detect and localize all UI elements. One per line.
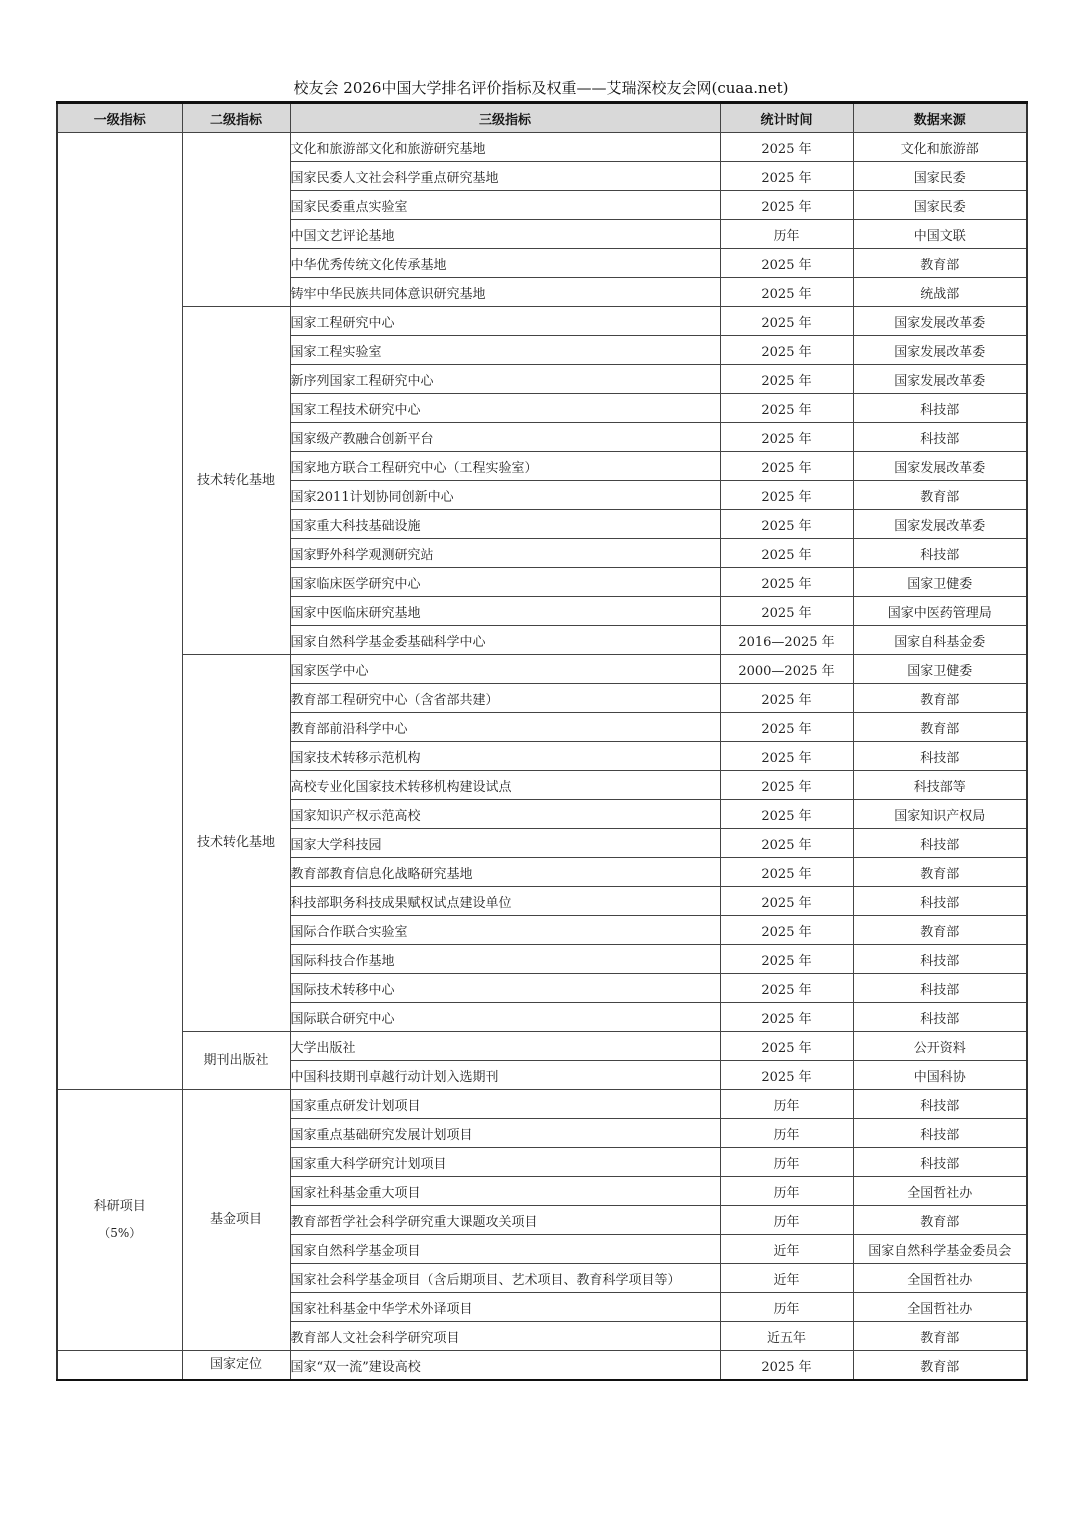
indicator-table — [56, 101, 1028, 1381]
period-cell: 2025 年 — [720, 800, 853, 829]
period-cell: 2025 年 — [720, 1351, 853, 1381]
level3-cell: 国际联合研究中心 — [290, 1003, 720, 1032]
period-cell: 2025 年 — [720, 539, 853, 568]
level3-cell: 国家野外科学观测研究站 — [290, 539, 720, 568]
period-cell: 2025 年 — [720, 974, 853, 1003]
level3-cell: 国家“双一流”建设高校 — [290, 1351, 720, 1381]
level2-cell: 期刊出版社 — [182, 1032, 290, 1090]
source-cell: 国家发展改革委 — [853, 307, 1027, 336]
header-level3: 三级指标 — [290, 103, 720, 133]
level3-cell: 中华优秀传统文化传承基地 — [290, 249, 720, 278]
header-level1: 一级指标 — [57, 103, 182, 133]
period-cell: 历年 — [720, 1148, 853, 1177]
level3-cell: 教育部哲学社会科学研究重大课题攻关项目 — [290, 1206, 720, 1235]
source-cell: 科技部 — [853, 1148, 1027, 1177]
level3-cell: 大学出版社 — [290, 1032, 720, 1061]
source-cell: 科技部 — [853, 1119, 1027, 1148]
source-cell: 国家发展改革委 — [853, 452, 1027, 481]
level3-cell: 国家重大科学研究计划项目 — [290, 1148, 720, 1177]
table-row — [57, 1032, 1027, 1061]
period-cell: 2025 年 — [720, 858, 853, 887]
source-cell: 全国哲社办 — [853, 1264, 1027, 1293]
source-cell: 全国哲社办 — [853, 1177, 1027, 1206]
source-cell: 教育部 — [853, 713, 1027, 742]
period-cell: 2025 年 — [720, 278, 853, 307]
period-cell: 2025 年 — [720, 684, 853, 713]
period-cell: 2025 年 — [720, 133, 853, 162]
period-cell: 近年 — [720, 1235, 853, 1264]
source-cell: 科技部 — [853, 887, 1027, 916]
period-cell: 2025 年 — [720, 916, 853, 945]
period-cell: 近年 — [720, 1264, 853, 1293]
table-header-row — [57, 103, 1027, 133]
source-cell: 国家知识产权局 — [853, 800, 1027, 829]
level3-cell: 教育部人文社会科学研究项目 — [290, 1322, 720, 1351]
source-cell: 国家发展改革委 — [853, 365, 1027, 394]
level3-cell: 国家民委人文社会科学重点研究基地 — [290, 162, 720, 191]
period-cell: 历年 — [720, 1177, 853, 1206]
source-cell: 科技部 — [853, 394, 1027, 423]
source-cell: 公开资料 — [853, 1032, 1027, 1061]
header-period: 统计时间 — [720, 103, 853, 133]
period-cell: 历年 — [720, 1206, 853, 1235]
level2-cell: 国家定位 — [182, 1351, 290, 1381]
source-cell: 教育部 — [853, 684, 1027, 713]
period-cell: 2025 年 — [720, 1061, 853, 1090]
period-cell: 2025 年 — [720, 336, 853, 365]
period-cell: 2025 年 — [720, 510, 853, 539]
period-cell: 2025 年 — [720, 481, 853, 510]
level2-cell: 技术转化基地 — [182, 655, 290, 1032]
level3-cell: 国家自然科学基金项目 — [290, 1235, 720, 1264]
period-cell: 2025 年 — [720, 829, 853, 858]
level3-cell: 国家重大科技基础设施 — [290, 510, 720, 539]
level3-cell: 教育部前沿科学中心 — [290, 713, 720, 742]
period-cell: 2025 年 — [720, 191, 853, 220]
source-cell: 全国哲社办 — [853, 1293, 1027, 1322]
level3-cell: 国家临床医学研究中心 — [290, 568, 720, 597]
level3-cell: 中国文艺评论基地 — [290, 220, 720, 249]
level3-cell: 国际技术转移中心 — [290, 974, 720, 1003]
source-cell: 科技部 — [853, 945, 1027, 974]
level3-cell: 文化和旅游部文化和旅游研究基地 — [290, 133, 720, 162]
source-cell: 科技部 — [853, 539, 1027, 568]
level1-cell — [57, 133, 182, 1090]
table-row — [57, 1090, 1027, 1119]
level3-cell: 国家民委重点实验室 — [290, 191, 720, 220]
period-cell: 2025 年 — [720, 771, 853, 800]
source-cell: 中国文联 — [853, 220, 1027, 249]
source-cell: 教育部 — [853, 1322, 1027, 1351]
source-cell: 国家自然科学基金委员会 — [853, 1235, 1027, 1264]
level3-cell: 国家医学中心 — [290, 655, 720, 684]
table-row — [57, 655, 1027, 684]
document-title: 校友会 2026中国大学排名评价指标及权重——艾瑞深校友会网(cuaa.net) — [293, 79, 789, 97]
period-cell: 2025 年 — [720, 713, 853, 742]
level2-cell: 基金项目 — [182, 1090, 290, 1351]
level3-cell: 国际科技合作基地 — [290, 945, 720, 974]
source-cell: 科技部 — [853, 1090, 1027, 1119]
level1-label: 科研项目 — [93, 1199, 146, 1214]
header-level2: 二级指标 — [182, 103, 290, 133]
level3-cell: 高校专业化国家技术转移机构建设试点 — [290, 771, 720, 800]
source-cell: 国家卫健委 — [853, 655, 1027, 684]
period-cell: 2025 年 — [720, 249, 853, 278]
table-row — [57, 133, 1027, 162]
source-cell: 国家自科基金委 — [853, 626, 1027, 655]
period-cell: 历年 — [720, 1090, 853, 1119]
level1-weight: （5%） — [98, 1226, 142, 1240]
level2-cell: 技术转化基地 — [182, 307, 290, 655]
level3-cell: 教育部教育信息化战略研究基地 — [290, 858, 720, 887]
level3-cell: 国家地方联合工程研究中心（工程实验室） — [290, 452, 720, 481]
level1-cell — [57, 1090, 182, 1351]
period-cell: 2025 年 — [720, 945, 853, 974]
level3-cell: 国家大学科技园 — [290, 829, 720, 858]
source-cell: 教育部 — [853, 1351, 1027, 1381]
period-cell: 2025 年 — [720, 1003, 853, 1032]
level3-cell: 中国科技期刊卓越行动计划入选期刊 — [290, 1061, 720, 1090]
level3-cell: 教育部工程研究中心（含省部共建） — [290, 684, 720, 713]
source-cell: 科技部 — [853, 974, 1027, 1003]
source-cell: 国家民委 — [853, 162, 1027, 191]
period-cell: 历年 — [720, 1293, 853, 1322]
period-cell: 2025 年 — [720, 597, 853, 626]
period-cell: 2025 年 — [720, 365, 853, 394]
period-cell: 2000—2025 年 — [720, 655, 853, 684]
level3-cell: 国家知识产权示范高校 — [290, 800, 720, 829]
source-cell: 科技部 — [853, 1003, 1027, 1032]
level3-cell: 国家社会科学基金项目（含后期项目、艺术项目、教育科学项目等） — [290, 1264, 720, 1293]
level3-cell: 国家重点研发计划项目 — [290, 1090, 720, 1119]
level3-cell: 国家工程实验室 — [290, 336, 720, 365]
period-cell: 2025 年 — [720, 452, 853, 481]
level3-cell: 国家工程技术研究中心 — [290, 394, 720, 423]
period-cell: 2025 年 — [720, 742, 853, 771]
source-cell: 国家卫健委 — [853, 568, 1027, 597]
source-cell: 教育部 — [853, 249, 1027, 278]
source-cell: 中国科协 — [853, 1061, 1027, 1090]
period-cell: 2025 年 — [720, 423, 853, 452]
level3-cell: 国家重点基础研究发展计划项目 — [290, 1119, 720, 1148]
level3-cell: 国家技术转移示范机构 — [290, 742, 720, 771]
source-cell: 文化和旅游部 — [853, 133, 1027, 162]
source-cell: 科技部 — [853, 742, 1027, 771]
period-cell: 2025 年 — [720, 162, 853, 191]
table-row — [57, 1351, 1027, 1381]
level3-cell: 国际合作联合实验室 — [290, 916, 720, 945]
period-cell: 历年 — [720, 1119, 853, 1148]
level3-cell: 国家社科基金中华学术外译项目 — [290, 1293, 720, 1322]
source-cell: 科技部 — [853, 829, 1027, 858]
period-cell: 近五年 — [720, 1322, 853, 1351]
source-cell: 统战部 — [853, 278, 1027, 307]
level2-cell — [182, 133, 290, 307]
table-row — [57, 307, 1027, 336]
source-cell: 教育部 — [853, 481, 1027, 510]
period-cell: 2025 年 — [720, 568, 853, 597]
level3-cell: 新序列国家工程研究中心 — [290, 365, 720, 394]
level3-cell: 国家自然科学基金委基础科学中心 — [290, 626, 720, 655]
level3-cell: 国家级产教融合创新平台 — [290, 423, 720, 452]
source-cell: 科技部 — [853, 423, 1027, 452]
level1-cell — [57, 1351, 182, 1381]
period-cell: 2025 年 — [720, 307, 853, 336]
source-cell: 国家发展改革委 — [853, 510, 1027, 539]
source-cell: 国家发展改革委 — [853, 336, 1027, 365]
period-cell: 历年 — [720, 220, 853, 249]
level3-cell: 国家社科基金重大项目 — [290, 1177, 720, 1206]
level3-cell: 科技部职务科技成果赋权试点建设单位 — [290, 887, 720, 916]
source-cell: 教育部 — [853, 1206, 1027, 1235]
period-cell: 2016—2025 年 — [720, 626, 853, 655]
header-source: 数据来源 — [853, 103, 1027, 133]
period-cell: 2025 年 — [720, 394, 853, 423]
level3-cell: 国家工程研究中心 — [290, 307, 720, 336]
source-cell: 国家中医药管理局 — [853, 597, 1027, 626]
source-cell: 科技部等 — [853, 771, 1027, 800]
source-cell: 国家民委 — [853, 191, 1027, 220]
level3-cell: 铸牢中华民族共同体意识研究基地 — [290, 278, 720, 307]
period-cell: 2025 年 — [720, 1032, 853, 1061]
source-cell: 教育部 — [853, 916, 1027, 945]
level3-cell: 国家2011计划协同创新中心 — [290, 481, 720, 510]
period-cell: 2025 年 — [720, 887, 853, 916]
source-cell: 教育部 — [853, 858, 1027, 887]
level3-cell: 国家中医临床研究基地 — [290, 597, 720, 626]
